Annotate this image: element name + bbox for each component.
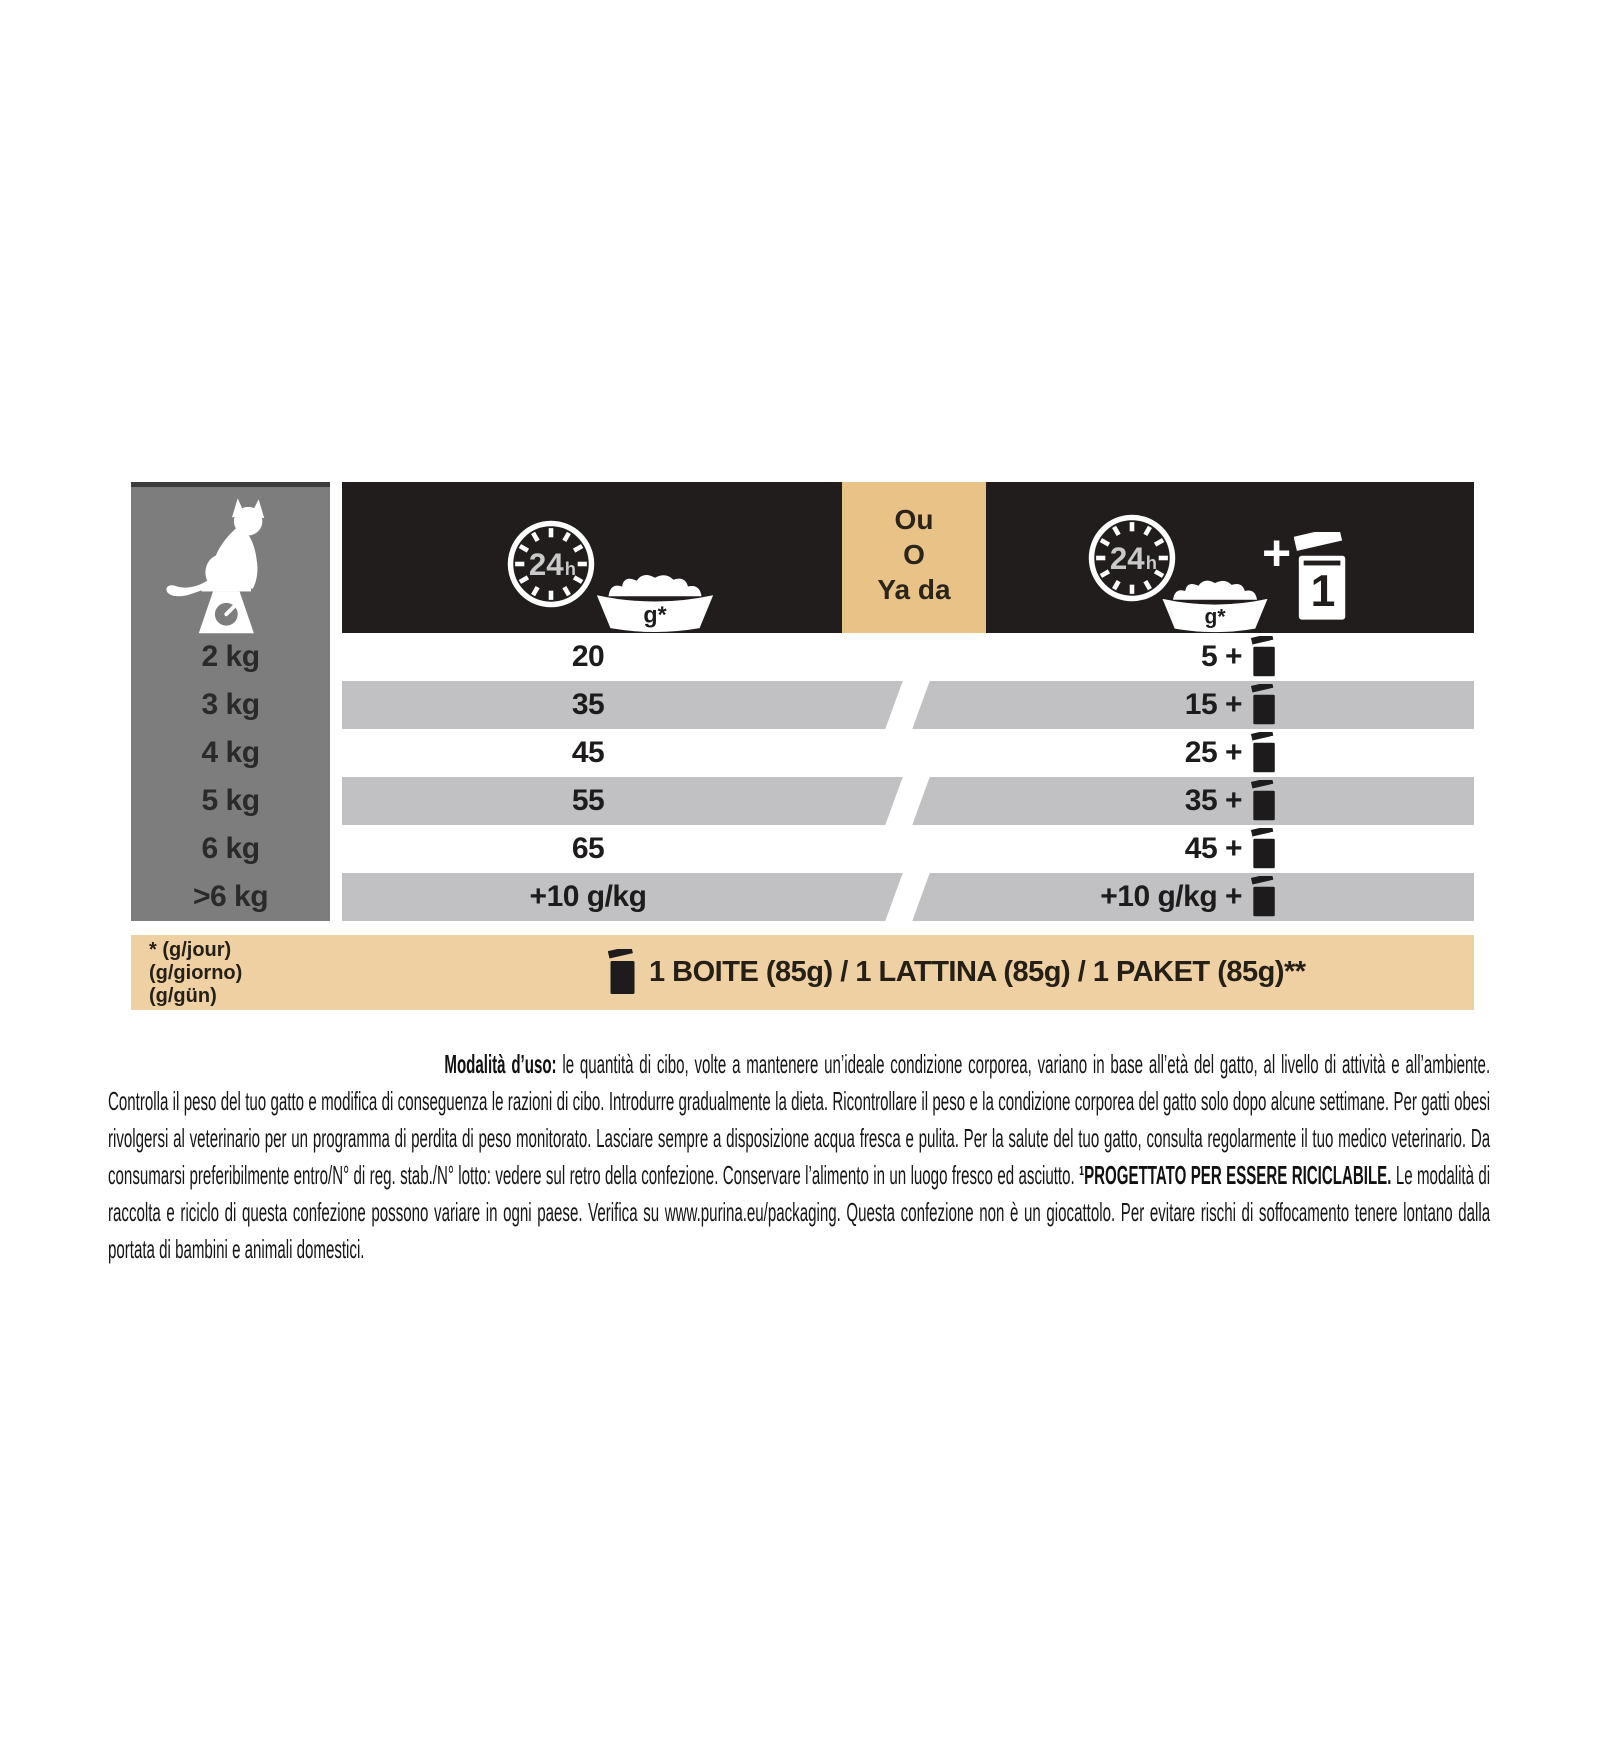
recyclable-label: ¹PROGETTATO PER ESSERE RICICLABILE. — [1079, 1160, 1392, 1190]
combo-amount — [1185, 825, 1278, 873]
clock-value: 24 — [528, 547, 564, 583]
usage-body-2: Le modalità di raccolta e riciclo di questa confezione possono variare in ogni paese. Verifica su www.purina.eu/packaging. Questa confezione non è un giocattolo. Per evitare rischi di soffocamento tenere lontano dalla portata di bambini e animali domestici. — [108, 1160, 1491, 1264]
bowl-grams-label: g* — [643, 601, 667, 628]
wet-food-can-icon — [1251, 780, 1278, 822]
wet-food-can-icon — [1251, 636, 1278, 678]
wet-food-can-icon — [1294, 532, 1352, 624]
combo-amount — [1100, 873, 1278, 921]
unit-legend — [149, 939, 242, 1008]
combo-value: 15 + — [1184, 688, 1242, 721]
combo-amount — [1185, 777, 1278, 825]
or-line: Ou — [894, 504, 934, 535]
food-bowl-icon — [594, 571, 716, 633]
or-line: O — [903, 539, 925, 570]
wet-food-can-icon — [1251, 732, 1278, 774]
combo-value: 25 + — [1184, 736, 1242, 769]
weight-label: 5 kg — [201, 784, 260, 817]
cat-on-scale-icon — [137, 486, 327, 638]
dry-amount: 55 — [571, 784, 605, 817]
combo-value: +10 g/kg + — [1100, 880, 1242, 913]
feeding-row-2kg — [342, 633, 1474, 681]
weight-label: 3 kg — [201, 688, 260, 721]
footnote-bar — [131, 935, 1474, 1010]
unit-line: (g/giorno) — [149, 962, 243, 984]
usage-body-1: le quantità di cibo, volte a mantenere un’ideale condizione corporea, variano in base all’età del gatto, al livello di attività e all’ambiente. Controlla il peso del tuo gatto e modifica di conseguenza le razioni di cibo. Introdurre gradualmente la dieta. Ricontrollare il peso e la condizione corporea del gatto solo dopo alcune settimane. Per gatti obesi rivolgersi al veterinario per un programma di perdita di peso monitorato. Lasciare sempre a disposizione acqua fresca e pulita. Per la salute del tuo gatto, consulta regolarmente il tuo medico veterinario. Da consumarsi preferibilmente entro/N° di reg. stab./N° lotto: vedere sul retro della confezione. Conservare l’alimento in un luogo fresco ed asciutto. — [108, 1049, 1491, 1190]
feeding-row-5kg — [342, 777, 1474, 825]
can-count-label: 1 — [1310, 567, 1336, 617]
diagonal-divider — [885, 777, 929, 825]
food-bowl-icon — [1160, 577, 1270, 633]
table-header — [342, 482, 1474, 633]
combo-amount — [1185, 681, 1278, 729]
dry-amount: 20 — [571, 640, 605, 673]
unit-line: * (g/jour) — [149, 939, 232, 961]
weight-label: 6 kg — [201, 832, 260, 865]
clock-unit: h — [564, 558, 577, 580]
weight-label: >6 kg — [192, 880, 269, 913]
usage-instructions — [108, 1046, 1490, 1268]
weight-label: 4 kg — [201, 736, 260, 769]
diagonal-divider — [885, 681, 929, 729]
dry-amount: 35 — [571, 688, 605, 721]
bowl-grams-label: g* — [1204, 605, 1226, 629]
wet-food-can-icon — [1251, 876, 1278, 918]
combo-value: 35 + — [1184, 784, 1242, 817]
dry-amount: 65 — [571, 832, 605, 865]
feeding-row-4kg — [342, 729, 1474, 777]
clock-unit: h — [1145, 552, 1158, 574]
dry-amount: +10 g/kg — [529, 880, 647, 913]
serving-note — [608, 935, 1306, 1010]
weight-column — [131, 482, 330, 921]
wet-food-can-icon — [1251, 684, 1278, 726]
unit-line: (g/gün) — [149, 985, 217, 1007]
or-divider-cell — [842, 482, 986, 633]
wet-food-can-icon — [608, 949, 638, 996]
combo-amount — [1185, 729, 1278, 777]
dry-amount: 45 — [571, 736, 605, 769]
feeding-row-6kg — [342, 825, 1474, 873]
feeding-row-3kg — [342, 681, 1474, 729]
combo-amount — [1201, 633, 1278, 681]
combo-value: 45 + — [1184, 832, 1242, 865]
clock-value: 24 — [1109, 541, 1145, 577]
or-line: Ya da — [877, 574, 951, 605]
feeding-row-over6kg — [342, 873, 1474, 921]
weight-label: 2 kg — [201, 640, 260, 673]
plus-sign: + — [1262, 525, 1292, 581]
clock-24h-icon — [505, 518, 597, 610]
serving-text: 1 BOITE (85g) / 1 LATTINA (85g) / 1 PAKET (85g)** — [649, 956, 1306, 988]
diagonal-divider — [885, 873, 929, 921]
usage-intro-label: Modalità d’uso: — [444, 1049, 557, 1079]
combo-value: 5 + — [1200, 640, 1242, 673]
wet-food-can-icon — [1251, 828, 1278, 870]
